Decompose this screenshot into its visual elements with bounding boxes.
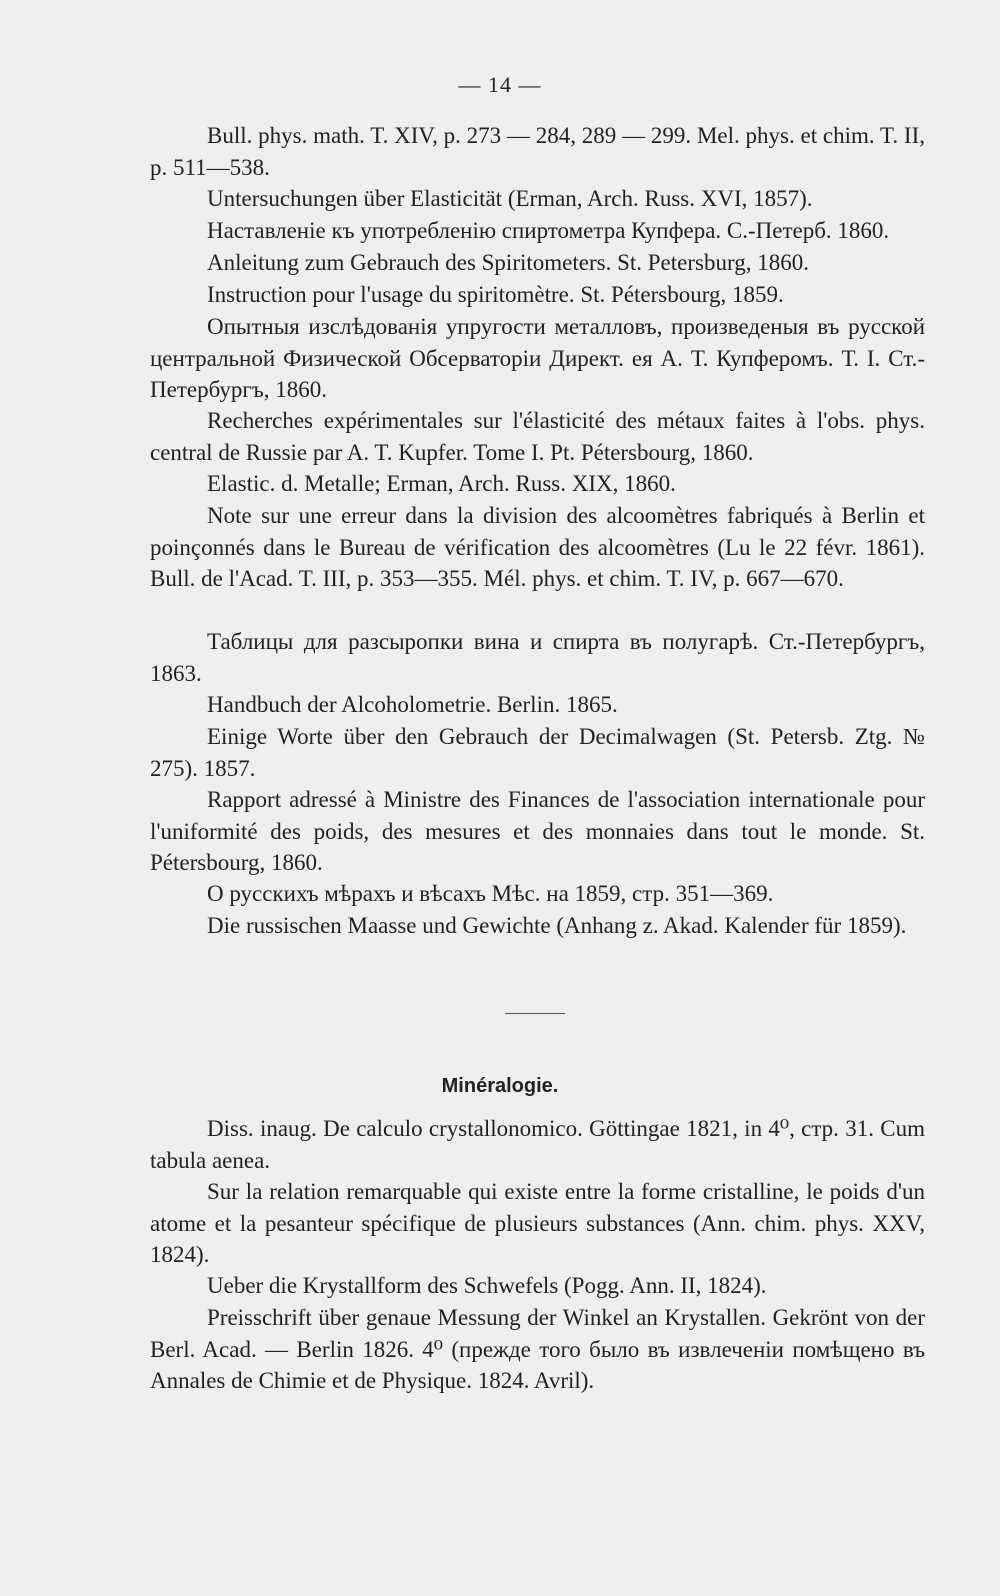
bibliography-entry: Elastic. d. Metalle; Erman, Arch. Russ. XIX, 1860. [207, 471, 676, 496]
bibliography-entry: О русскихъ мѣрахъ и вѣсахъ Мѣс. на 1859, стр. 351—369. [207, 881, 774, 906]
bibliography-entry: Recherches expérimentales sur l'élasticité des métaux faites à l'obs. phys. central de Russie par A. T. Kupfer. Tome I. Pt. Pétersbourg, 1860. [150, 408, 925, 465]
section-heading: Minéralogie. [441, 1075, 559, 1097]
bibliography-entry: Handbuch der Alcoholometrie. Berlin. 1865. [207, 692, 618, 717]
bibliography-entry: Bull. phys. math. T. XIV, p. 273 — 284, 289 — 299. Mel. phys. et chim. T. II, p. 511—538. [150, 123, 925, 180]
bibliography-entry: Instruction pour l'usage du spiritomètre. St. Pétersbourg, 1859. [207, 282, 784, 307]
bibliography-entry: Preisschrift über genaue Messung der Winkel an Krystallen. Gekrönt von der Berl. Acad. — Berlin 1826. 4⁰ (прежде того было въ извлеченіи помѣщено въ Annales de Chimie et de Physique. 1824. Avril). [150, 1305, 925, 1393]
bibliography-entry: Ueber die Krystallform des Schwefels (Pogg. Ann. II, 1824). [207, 1273, 767, 1298]
bibliography-entry: Опытныя изслѣдованія упругости металловъ, произведеныя въ русской центральной Физической Обсерваторіи Директ. ея А. Т. Купферомъ. Т. I. Ст.-Петербургъ, 1860. [150, 314, 925, 402]
bibliography-entry: Diss. inaug. De calculo crystallonomico. Göttingae 1821, in 4⁰, стр. 31. Cum tabula aenea. [150, 1116, 925, 1173]
bibliography-entry: Наставленіе къ употребленію спиртометра Купфера. С.-Петерб. 1860. [207, 218, 890, 243]
bibliography-entry: Die russischen Maasse und Gewichte (Anhang z. Akad. Kalender für 1859). [207, 913, 907, 938]
bibliography-entry: Untersuchungen über Elasticität (Erman, Arch. Russ. XVI, 1857). [207, 186, 813, 211]
bibliography-entry: Таблицы для разсыропки вина и спирта въ полугарѣ. Ст.-Петербургъ, 1863. [150, 629, 925, 686]
section-divider [505, 1013, 565, 1014]
bibliography-entry: Einige Worte über den Gebrauch der Decimalwagen (St. Petersb. Ztg. № 275). 1857. [150, 724, 925, 781]
bibliography-entry: Sur la relation remarquable qui existe entre la forme cristalline, le poids d'un atome et la pesanteur spécifique de plusieurs substances (Ann. chim. phys. XXV, 1824). [150, 1179, 925, 1267]
bibliography-entry: Rapport adressé à Ministre des Finances de l'association internationale pour l'uniformité des poids, des mesures et des monnaies dans tout le monde. St. Pétersbourg, 1860. [150, 787, 925, 875]
bibliography-entry: Note sur une erreur dans la division des alcoomètres fabriqués à Berlin et poinçonnés dans le Bureau de vérification des alcoomètres (Lu le 22 févr. 1861). Bull. de l'Acad. T. III, p. 353—355. Mél. phys. et chim. T. IV, p. 667—670. [150, 503, 925, 591]
page-number: — 14 — [458, 72, 542, 97]
bibliography-entry: Anleitung zum Gebrauch des Spiritometers. St. Petersburg, 1860. [207, 250, 809, 275]
